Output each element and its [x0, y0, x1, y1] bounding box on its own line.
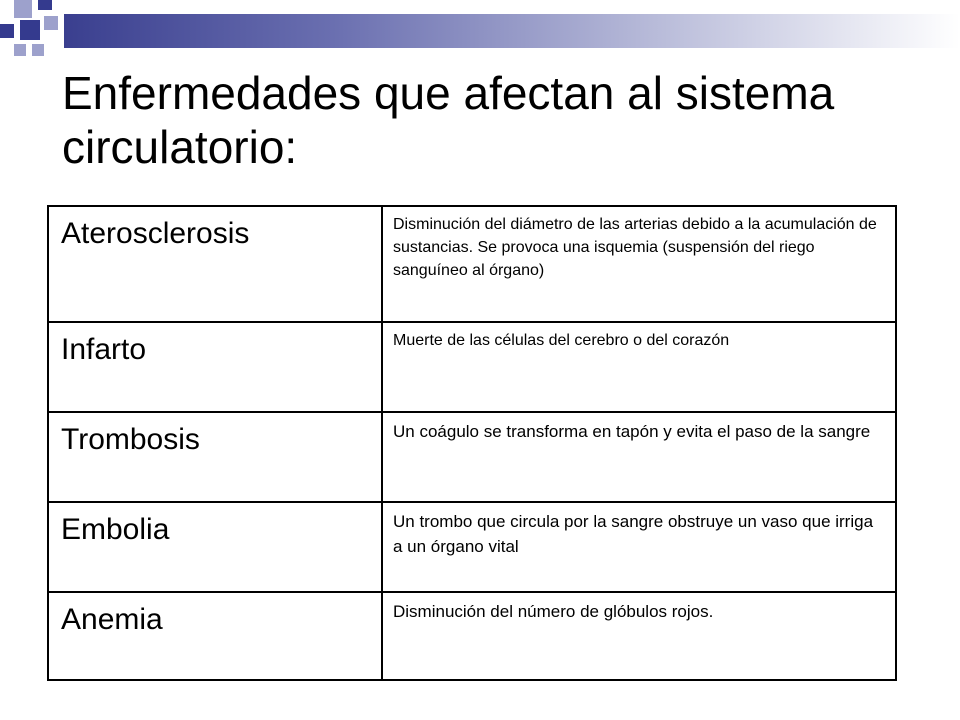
disease-name: Embolia — [48, 502, 382, 592]
disease-description: Disminución del número de glóbulos rojos. — [382, 592, 896, 680]
disease-name: Trombosis — [48, 412, 382, 502]
disease-name: Aterosclerosis — [48, 206, 382, 322]
disease-description: Muerte de las células del cerebro o del corazón — [382, 322, 896, 412]
disease-description: Un coágulo se transforma en tapón y evita el paso de la sangre — [382, 412, 896, 502]
deco-square — [0, 24, 14, 38]
deco-square — [44, 16, 58, 30]
deco-square — [14, 0, 32, 18]
deco-square — [38, 0, 52, 10]
table-row — [48, 412, 896, 502]
disease-description: Un trombo que circula por la sangre obstruye un vaso que irriga a un órgano vital — [382, 502, 896, 592]
table-row — [48, 322, 896, 412]
diseases-table — [47, 205, 897, 681]
header-gradient-bar — [64, 14, 960, 48]
slide-title: Enfermedades que afectan al sistema circulatorio: — [62, 67, 835, 173]
table-row — [48, 206, 896, 322]
deco-square — [32, 44, 44, 56]
table-row — [48, 592, 896, 680]
deco-square — [14, 44, 26, 56]
disease-description: Disminución del diámetro de las arterias debido a la acumulación de sustancias. Se provoca una isquemia (suspensión del riego sanguíneo al órgano) — [382, 206, 896, 322]
table-row — [48, 502, 896, 592]
deco-square — [20, 20, 40, 40]
disease-name: Anemia — [48, 592, 382, 680]
disease-name: Infarto — [48, 322, 382, 412]
